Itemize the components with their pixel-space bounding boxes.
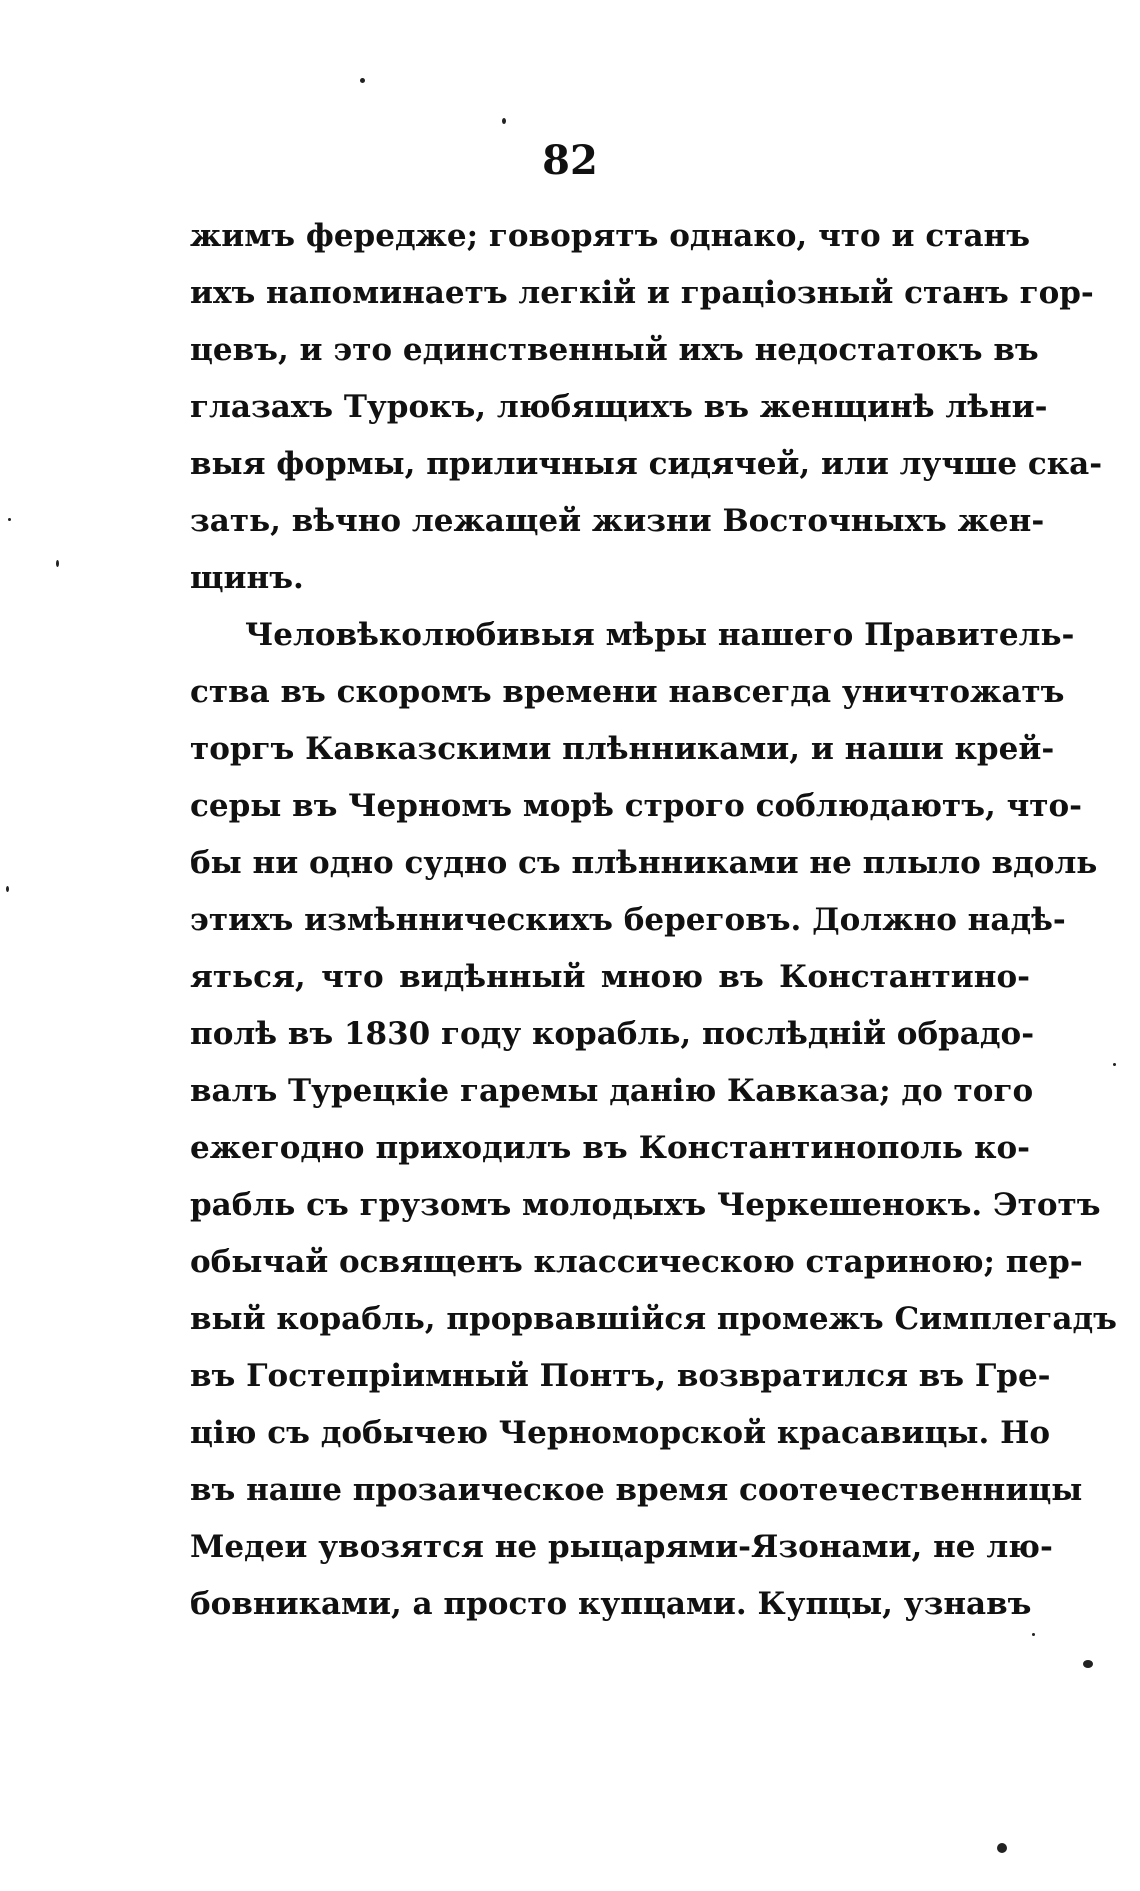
text-line: щинъ. bbox=[190, 560, 304, 596]
text-line: бовниками, а просто купцами. Купцы, узнавъ bbox=[190, 1586, 1032, 1622]
scan-speck bbox=[8, 518, 11, 521]
scan-speck bbox=[1113, 1063, 1116, 1066]
text-line: цію съ добычею Черноморской красавицы. Но bbox=[190, 1415, 1051, 1451]
scan-speck bbox=[1083, 1660, 1093, 1668]
text-line: ства въ скоромъ времени навсегда уничтожатъ bbox=[190, 674, 1065, 710]
text-line: ихъ напоминаетъ легкій и граціозный станъ гор- bbox=[190, 275, 1094, 311]
text-line: яться, что видѣнный мною въ Константино- bbox=[190, 959, 1030, 995]
scan-speck bbox=[56, 560, 59, 567]
scan-speck bbox=[502, 118, 506, 124]
text-line: жимъ фередже; говорятъ однако, что и станъ bbox=[190, 218, 1030, 254]
text-line: вый корабль, прорвавшійся промежъ Симплегадъ bbox=[190, 1301, 1117, 1337]
text-line: серы въ Черномъ морѣ строго соблюдаютъ, что- bbox=[190, 788, 1083, 824]
text-line: выя формы, приличныя сидячей, или лучше ска- bbox=[190, 446, 1103, 482]
text-line: зать, вѣчно лежащей жизни Восточныхъ жен- bbox=[190, 503, 1045, 539]
scan-speck bbox=[6, 886, 9, 892]
text-line: рабль съ грузомъ молодыхъ Черкешенокъ. Этотъ bbox=[190, 1187, 1101, 1223]
scan-speck bbox=[997, 1843, 1007, 1853]
text-line: бы ни одно судно съ плѣнниками не плыло вдоль bbox=[190, 845, 1098, 881]
text-line: обычай освященъ классическою стариною; пер- bbox=[190, 1244, 1083, 1280]
paragraph-first-line: Человѣколюбивыя мѣры нашего Правитель- bbox=[245, 617, 1075, 653]
text-line: въ Гостепріимный Понтъ, возвратился въ Гре- bbox=[190, 1358, 1051, 1394]
scan-speck bbox=[1032, 1633, 1035, 1636]
text-line: торгъ Кавказскими плѣнниками, и наши крей- bbox=[190, 731, 1055, 767]
text-line: ежегодно приходилъ въ Константинополь ко- bbox=[190, 1130, 1030, 1166]
page-number: 82 bbox=[542, 137, 598, 184]
scan-speck bbox=[360, 78, 365, 83]
text-line: въ наше прозаическое время соотечественницы bbox=[190, 1472, 1083, 1508]
text-line: этихъ измѣнническихъ береговъ. Должно надѣ- bbox=[190, 902, 1066, 938]
text-line: полѣ въ 1830 году корабль, послѣдній обрадо- bbox=[190, 1016, 1035, 1052]
text-line: глазахъ Турокъ, любящихъ въ женщинѣ лѣни- bbox=[190, 389, 1048, 425]
text-line: Медеи увозятся не рыцарями-Язонами, не лю- bbox=[190, 1529, 1053, 1565]
text-line: валъ Турецкіе гаремы данію Кавказа; до того bbox=[190, 1073, 1034, 1109]
text-line: цевъ, и это единственный ихъ недостатокъ въ bbox=[190, 332, 1039, 368]
